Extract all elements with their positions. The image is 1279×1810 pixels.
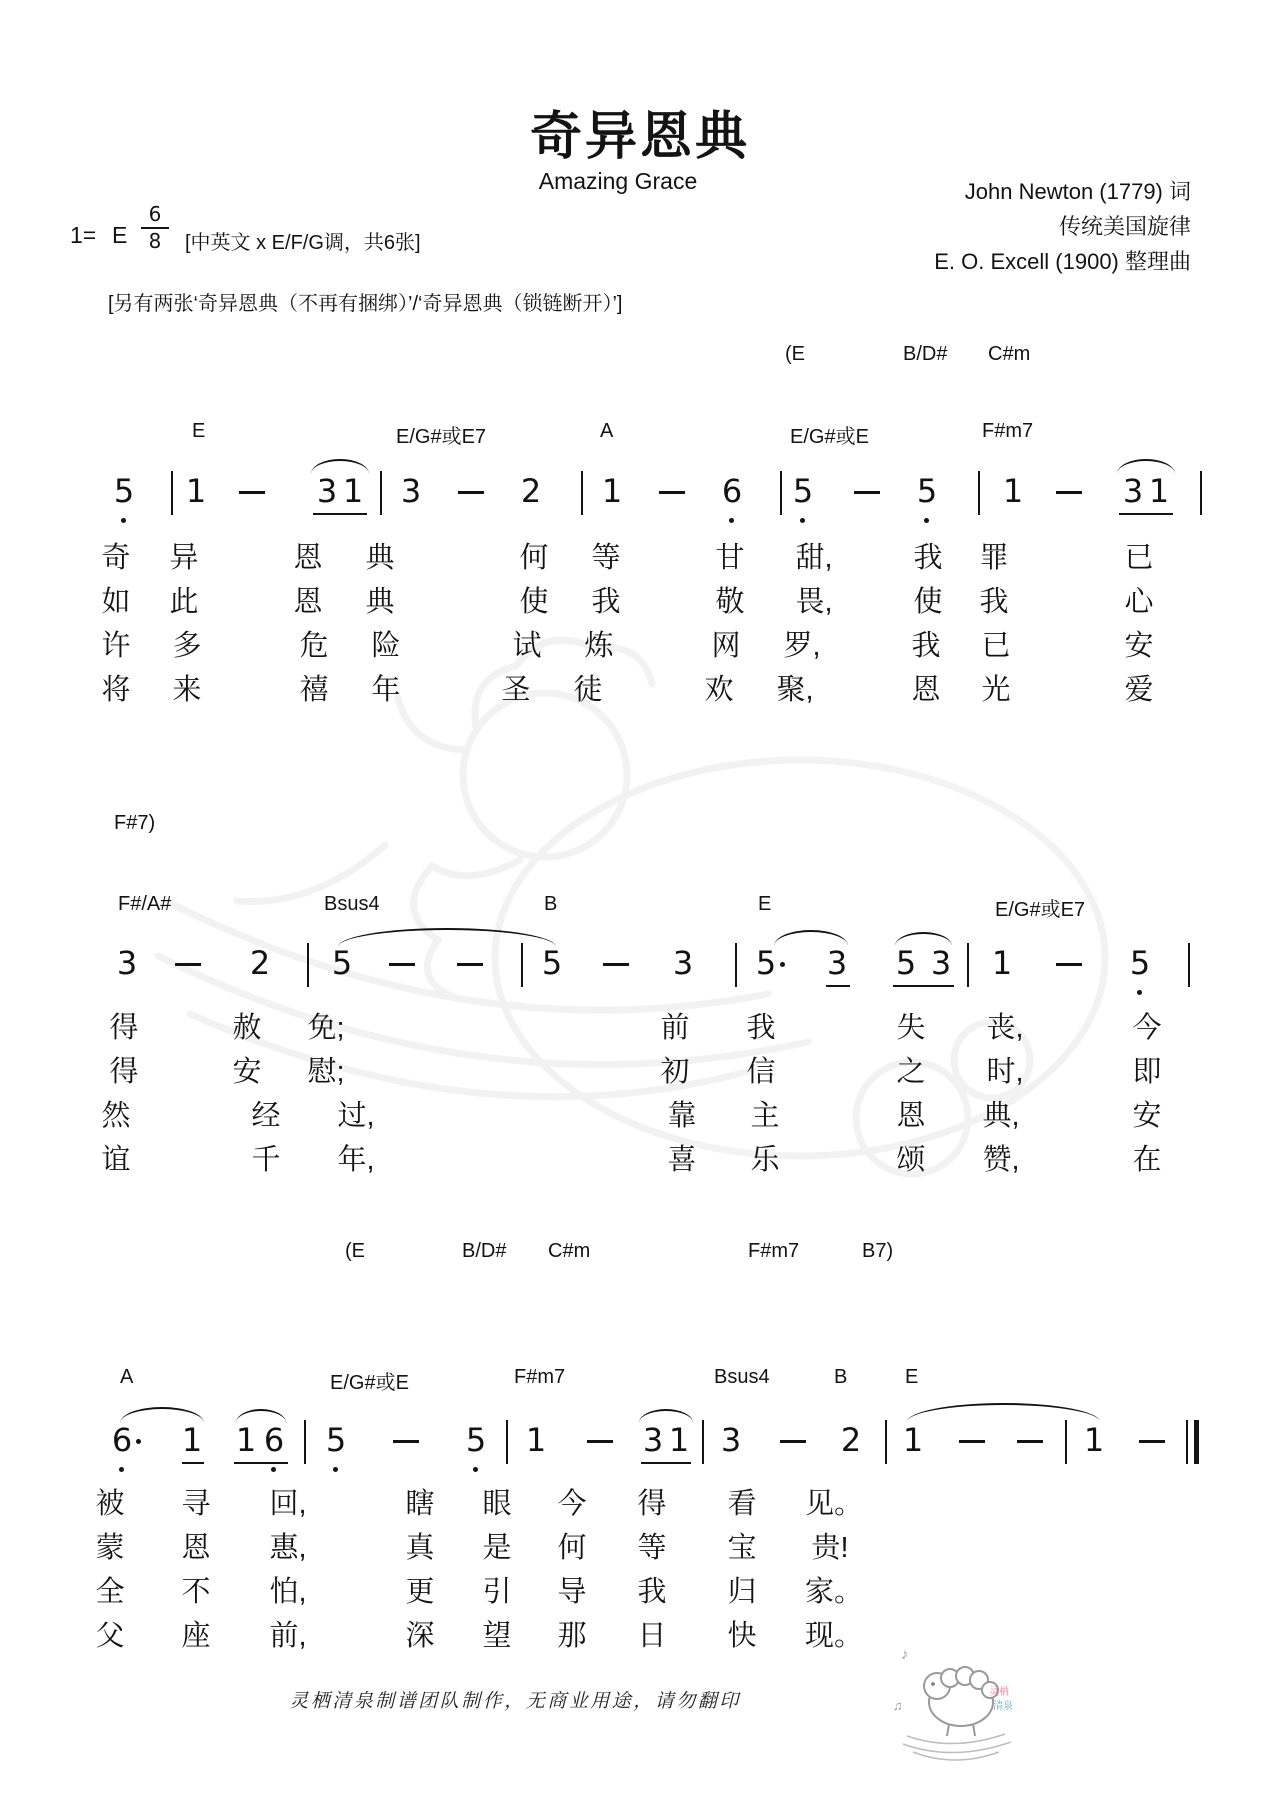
- chord-label: E: [905, 1366, 919, 1388]
- note-digit: 1: [235, 1421, 257, 1459]
- lyric-char: 之: [896, 1056, 926, 1088]
- lyric-char: 慰;: [307, 1056, 345, 1088]
- bar-line: [780, 471, 782, 515]
- lyric-char: 信: [746, 1056, 776, 1088]
- lyric-char: 得: [109, 1012, 139, 1044]
- note-digit: 5: [331, 944, 353, 982]
- octave-dot: [800, 518, 805, 523]
- key-prefix: 1=: [70, 222, 97, 248]
- lyric-char: 失: [896, 1012, 926, 1044]
- octave-dot: [121, 518, 126, 523]
- note-digit: 5: [325, 1421, 347, 1459]
- lyric-char: 恩: [181, 1532, 211, 1564]
- note-digit: 5: [1129, 944, 1151, 982]
- chord-label: E: [192, 420, 206, 442]
- lyric-char: 快: [727, 1620, 757, 1652]
- bar-line: [581, 471, 583, 515]
- lyric-char: 时,: [986, 1056, 1024, 1088]
- lyric-char: 爱: [1124, 674, 1154, 706]
- lyric-char: 我: [911, 630, 941, 662]
- lyric-char: 欢: [704, 674, 734, 706]
- pre-chord-label: B7): [862, 1240, 894, 1262]
- octave-dot: [119, 1467, 124, 1472]
- lyric-char: 将: [101, 674, 131, 706]
- lyric-char: 罪: [979, 542, 1009, 574]
- lyric-char: 丧,: [986, 1012, 1024, 1044]
- lyric-char: 光: [981, 674, 1011, 706]
- lyric-char: 前,: [269, 1620, 307, 1652]
- lyric-char: 惠,: [269, 1532, 307, 1564]
- note-digit: 3: [400, 472, 422, 510]
- lyric-char: 父: [95, 1620, 125, 1652]
- lyric-char: 靠: [667, 1100, 697, 1132]
- credit-melody: 传统美国旋律: [1058, 214, 1191, 239]
- time-numerator: 6: [141, 203, 169, 229]
- final-bar-line-thick: [1194, 1420, 1199, 1464]
- note-digit: 1: [902, 1421, 924, 1459]
- lyric-char: 典: [365, 586, 395, 618]
- note-digit: 3: [672, 944, 694, 982]
- duration-dash: [780, 1440, 806, 1443]
- pre-chord-label: B/D#: [462, 1240, 507, 1262]
- beam-underline: [182, 1462, 204, 1464]
- note-digit: 1: [1002, 472, 1024, 510]
- lyric-char: 畏,: [795, 586, 833, 618]
- lyric-char: 罗,: [783, 630, 821, 662]
- lyric-char: 年: [371, 674, 401, 706]
- lyric-char: 得: [109, 1056, 139, 1088]
- lyric-char: 网: [711, 630, 741, 662]
- chord-label: Bsus4: [324, 893, 380, 915]
- duration-dash: [457, 963, 483, 966]
- pre-chord-label: B/D#: [903, 343, 948, 365]
- beam-underline: [234, 1462, 288, 1464]
- lyric-char: 我: [746, 1012, 776, 1044]
- lyric-char: 我: [637, 1576, 667, 1608]
- lyric-char: 引: [482, 1576, 512, 1608]
- lyric-char: 多: [172, 630, 202, 662]
- note-digit: 3: [720, 1421, 742, 1459]
- lyric-char: 禧: [299, 674, 329, 706]
- lyric-char: 看: [727, 1488, 757, 1520]
- lyric-char: 经: [251, 1100, 281, 1132]
- music-note-icon: ♫: [893, 1698, 903, 1713]
- lyric-char: 现。: [804, 1620, 864, 1652]
- note-digit: 3: [1122, 472, 1144, 510]
- lyric-char: 见。: [804, 1488, 864, 1520]
- note-digit: 5: [792, 472, 814, 510]
- bar-line: [1188, 943, 1190, 987]
- duration-dash: [659, 491, 685, 494]
- bar-line: [171, 471, 173, 515]
- duration-dash: [587, 1440, 613, 1443]
- duration-dash: [1017, 1440, 1043, 1443]
- lyric-char: 主: [750, 1100, 780, 1132]
- studio-logo: [893, 1640, 1028, 1770]
- lyric-char: 乐: [750, 1144, 780, 1176]
- page-title: 奇异恩典: [529, 108, 751, 166]
- pre-chord-label: C#m: [548, 1240, 591, 1262]
- lyric-char: 已: [981, 630, 1011, 662]
- final-bar-line: [1186, 1420, 1188, 1464]
- note-digit: 5: [895, 944, 917, 982]
- chord-label: E/G#或E: [330, 1372, 409, 1394]
- footer-text: 灵栖清泉制谱团队制作，无商业用途，请勿翻印: [289, 1691, 741, 1712]
- duration-dash: [458, 491, 484, 494]
- bar-line: [521, 943, 523, 987]
- lyric-char: 喜: [667, 1144, 697, 1176]
- lyric-char: 险: [371, 630, 401, 662]
- lyric-char: 异: [169, 542, 199, 574]
- chord-label: A: [120, 1366, 134, 1388]
- lyric-char: 怕,: [269, 1576, 307, 1608]
- octave-dot: [924, 518, 929, 523]
- chord-label: E: [758, 893, 772, 915]
- lyric-char: 等: [637, 1532, 667, 1564]
- note-digit: 5: [755, 944, 777, 982]
- lyric-char: 贵!: [811, 1532, 849, 1564]
- bar-line: [380, 471, 382, 515]
- lyric-char: 许: [101, 630, 131, 662]
- lyric-char: 甜,: [795, 542, 833, 574]
- lyric-char: 圣: [501, 674, 531, 706]
- lyric-char: 瞎: [405, 1488, 435, 1520]
- octave-dot: [1137, 990, 1142, 995]
- note-digit: 3: [116, 944, 138, 982]
- beam-underline: [313, 513, 367, 515]
- note-digit: 2: [520, 472, 542, 510]
- chord-label: B: [834, 1366, 848, 1388]
- chord-label: E/G#或E7: [995, 899, 1086, 921]
- lyric-char: 然: [101, 1100, 131, 1132]
- lyric-char: 试: [512, 630, 542, 662]
- duration-dash: [389, 963, 415, 966]
- lyric-char: 得: [637, 1488, 667, 1520]
- beam-underline: [893, 985, 954, 987]
- note-digit: 3: [930, 944, 952, 982]
- key-note: [中英文 x E/F/G调，共6张]: [185, 232, 421, 254]
- time-denominator: 8: [148, 229, 162, 253]
- beam-underline: [1119, 513, 1173, 515]
- lyric-char: 过,: [337, 1100, 375, 1132]
- note-digit: 1: [1148, 472, 1170, 510]
- pre-chord-label: C#m: [988, 343, 1031, 365]
- bar-line: [1200, 471, 1202, 515]
- logo-label-bottom: 清泉: [993, 1701, 1013, 1712]
- lyric-char: 敬: [715, 586, 745, 618]
- lyric-char: 座: [181, 1620, 211, 1652]
- logo-label-top: 灵栖: [989, 1687, 1009, 1698]
- lyric-char: 千: [251, 1144, 281, 1176]
- note-digit: 5: [916, 472, 938, 510]
- chord-label: A: [600, 420, 614, 442]
- pre-chord-label: F#m7: [748, 1240, 800, 1262]
- duration-dash: [959, 1440, 985, 1443]
- lyric-char: 蒙: [95, 1532, 125, 1564]
- note-digit: 5: [465, 1421, 487, 1459]
- note-digit: 1: [668, 1421, 690, 1459]
- note-digit: 2: [840, 1421, 862, 1459]
- lyric-char: 我: [913, 542, 943, 574]
- lyric-char: 恩: [293, 542, 323, 574]
- lyric-char: 被: [95, 1488, 125, 1520]
- lyric-char: 不: [181, 1576, 211, 1608]
- key-value: E: [112, 222, 128, 248]
- lyric-char: 日: [637, 1620, 667, 1652]
- lyric-char: 眼: [482, 1488, 512, 1520]
- lyric-char: 我: [591, 586, 621, 618]
- time-signature: [141, 203, 169, 253]
- note-digit: 1: [342, 472, 364, 510]
- lyric-char: 心: [1124, 586, 1154, 618]
- chord-label: F#/A#: [118, 893, 172, 915]
- lyric-char: 寻: [181, 1488, 211, 1520]
- duration-dash: [175, 963, 201, 966]
- lyric-char: 典,: [982, 1100, 1020, 1132]
- bar-line: [506, 1420, 508, 1464]
- lyric-char: 甘: [715, 542, 745, 574]
- lyric-char: 家。: [804, 1576, 864, 1608]
- duration-dash: [603, 963, 629, 966]
- credit-lyricist: John Newton (1779) 词: [964, 179, 1191, 204]
- bar-line: [978, 471, 980, 515]
- chord-label: F#m7: [982, 420, 1034, 442]
- lyric-char: 恩: [911, 674, 941, 706]
- note-digit: 1: [181, 1421, 203, 1459]
- lyric-char: 赞,: [982, 1144, 1020, 1176]
- lyric-char: 来: [172, 674, 202, 706]
- lyric-char: 年,: [337, 1144, 375, 1176]
- lyric-char: 望: [482, 1620, 512, 1652]
- aug-dot: [136, 1439, 141, 1444]
- lyric-char: 今: [557, 1488, 587, 1520]
- note-digit: 5: [541, 944, 563, 982]
- lyric-char: 安: [1132, 1100, 1162, 1132]
- lyric-char: 那: [557, 1620, 587, 1652]
- bar-line: [1065, 1420, 1067, 1464]
- lyric-char: 深: [405, 1620, 435, 1652]
- lyric-char: 徒: [573, 674, 603, 706]
- octave-dot: [473, 1467, 478, 1472]
- credit-arranger: E. O. Excell (1900) 整理曲: [934, 249, 1191, 274]
- lyric-char: 回,: [269, 1488, 307, 1520]
- lyric-char: 使: [519, 586, 549, 618]
- music-note-icon: ♪: [901, 1646, 909, 1663]
- chord-label: B: [544, 893, 558, 915]
- lyric-char: 安: [232, 1056, 262, 1088]
- lyric-char: 是: [482, 1532, 512, 1564]
- pre-chord-label: (E: [345, 1240, 365, 1262]
- lyric-char: 免;: [307, 1012, 345, 1044]
- bar-line: [967, 943, 969, 987]
- note-digit: 3: [316, 472, 338, 510]
- lyric-char: 宝: [727, 1532, 757, 1564]
- octave-dot: [333, 1467, 338, 1472]
- lyric-char: 导: [557, 1576, 587, 1608]
- note-digit: 3: [642, 1421, 664, 1459]
- lyric-char: 恩: [896, 1100, 926, 1132]
- lyric-char: 聚,: [776, 674, 814, 706]
- note-digit: 6: [721, 472, 743, 510]
- lyric-char: 真: [405, 1532, 435, 1564]
- bar-line: [735, 943, 737, 987]
- lyric-char: 使: [913, 586, 943, 618]
- aug-dot: [780, 962, 785, 967]
- lyric-char: 安: [1124, 630, 1154, 662]
- chord-label: E/G#或E: [790, 426, 869, 448]
- lyric-char: 谊: [101, 1144, 131, 1176]
- chord-label: Bsus4: [714, 1366, 770, 1388]
- lyric-char: 归: [727, 1576, 757, 1608]
- alt-versions-note: [另有两张‘奇异恩典（不再有捆绑）’/‘奇异恩典（锁链断开）’]: [108, 293, 623, 315]
- lyric-char: 更: [405, 1576, 435, 1608]
- note-digit: 1: [1083, 1421, 1105, 1459]
- bar-line: [307, 943, 309, 987]
- lyric-char: 何: [557, 1532, 587, 1564]
- lyric-char: 炼: [584, 630, 614, 662]
- lyric-char: 赦: [232, 1012, 262, 1044]
- duration-dash: [854, 491, 880, 494]
- chord-label: F#m7: [514, 1366, 566, 1388]
- bar-line: [304, 1420, 306, 1464]
- lyric-char: 全: [95, 1576, 125, 1608]
- duration-dash: [393, 1440, 419, 1443]
- beam-underline: [826, 985, 850, 987]
- note-digit: 3: [826, 944, 848, 982]
- note-digit: 1: [185, 472, 207, 510]
- duration-dash: [1139, 1440, 1165, 1443]
- duration-dash: [1056, 491, 1082, 494]
- note-digit: 1: [601, 472, 623, 510]
- pre-chord-label: F#7): [114, 812, 156, 834]
- lyric-char: 恩: [293, 586, 323, 618]
- bar-line: [885, 1420, 887, 1464]
- note-digit: 1: [525, 1421, 547, 1459]
- duration-dash: [239, 491, 265, 494]
- lyric-char: 前: [660, 1012, 690, 1044]
- lyric-char: 典: [365, 542, 395, 574]
- lyric-char: 如: [101, 586, 131, 618]
- lyric-char: 奇: [101, 542, 131, 574]
- note-digit: 6: [263, 1421, 285, 1459]
- lyric-char: 已: [1124, 542, 1154, 574]
- lyric-char: 今: [1132, 1012, 1162, 1044]
- lyric-char: 即: [1132, 1056, 1162, 1088]
- note-digit: 6: [111, 1421, 133, 1459]
- duration-dash: [1056, 963, 1082, 966]
- lyric-char: 颂: [896, 1144, 926, 1176]
- octave-dot: [729, 518, 734, 523]
- lyric-char: 此: [169, 586, 199, 618]
- lyric-char: 危: [299, 630, 329, 662]
- octave-dot: [271, 1467, 276, 1472]
- lyric-char: 等: [591, 542, 621, 574]
- note-digit: 5: [113, 472, 135, 510]
- lyric-char: 何: [519, 542, 549, 574]
- note-digit: 1: [991, 944, 1013, 982]
- note-digit: 2: [249, 944, 271, 982]
- lyric-char: 我: [979, 586, 1009, 618]
- lyric-char: 在: [1132, 1144, 1162, 1176]
- pre-chord-label: (E: [785, 343, 805, 365]
- lyric-char: 初: [660, 1056, 690, 1088]
- bar-line: [702, 1420, 704, 1464]
- beam-underline: [641, 1462, 691, 1464]
- chord-label: E/G#或E7: [396, 426, 487, 448]
- page-subtitle: Amazing Grace: [538, 168, 698, 194]
